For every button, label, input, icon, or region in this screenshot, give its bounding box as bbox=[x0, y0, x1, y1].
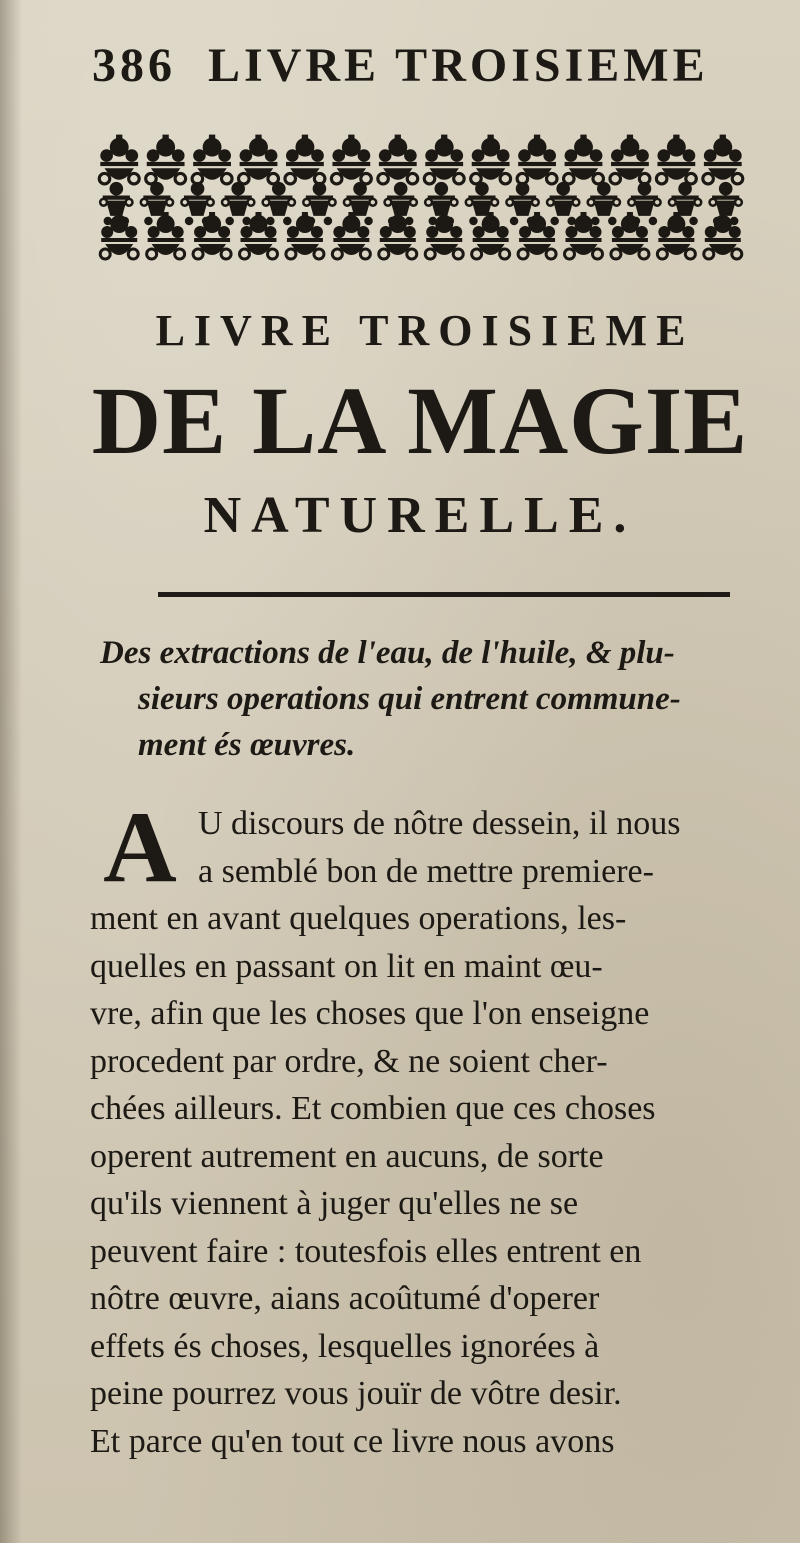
drop-cap: A bbox=[103, 791, 177, 904]
chapter-summary bbox=[100, 630, 770, 768]
body-line: a semblé bon de mettre premiere- bbox=[198, 852, 654, 890]
body-line: quelles en passant on lit en maint œu- bbox=[90, 947, 603, 985]
chapter-subtitle: NATURELLE. bbox=[203, 487, 637, 544]
body-line: ment en avant quelques operations, les- bbox=[90, 900, 627, 937]
summary-line: ment és œuvres. bbox=[138, 727, 356, 763]
summary-line: Des extractions de l'eau, de l'huile, & plu- bbox=[100, 635, 675, 671]
running-head bbox=[92, 38, 732, 93]
page-number: 386 bbox=[92, 39, 176, 92]
body-line: operent autrement en aucuns, de sorte bbox=[90, 1137, 604, 1175]
body-line: effets és choses, lesquelles ignorées à bbox=[90, 1327, 600, 1365]
summary-line: sieurs operations qui entrent commune- bbox=[138, 681, 681, 717]
running-head-title: LIVRE TROISIEME bbox=[208, 39, 709, 92]
body-line: qu'ils viennent à juger qu'elles ne se bbox=[90, 1185, 579, 1222]
body-line: procedent par ordre, & ne soient cher- bbox=[90, 1042, 608, 1080]
book-heading: LIVRE TROISIEME bbox=[155, 306, 695, 355]
body-line: nôtre œuvre, aians acoûtumé d'operer bbox=[90, 1280, 600, 1317]
body-text bbox=[90, 791, 772, 1465]
body-line: vre, afin que les choses que l'on enseigne bbox=[90, 995, 650, 1032]
body-line: peuvent faire : toutesfois elles entrent en bbox=[90, 1232, 642, 1270]
divider-rule bbox=[158, 592, 730, 597]
fleuron-band-icon bbox=[96, 132, 746, 267]
chapter-title: DE LA MAGIE bbox=[91, 367, 749, 474]
body-line: chées ailleurs. Et combien que ces choses bbox=[90, 1090, 656, 1127]
body-line: U discours de nôtre dessein, il nous bbox=[198, 805, 681, 842]
body-line: peine pourrez vous jouïr de vôtre desir. bbox=[90, 1375, 622, 1412]
body-line: Et parce qu'en tout ce livre nous avons bbox=[90, 1422, 615, 1460]
